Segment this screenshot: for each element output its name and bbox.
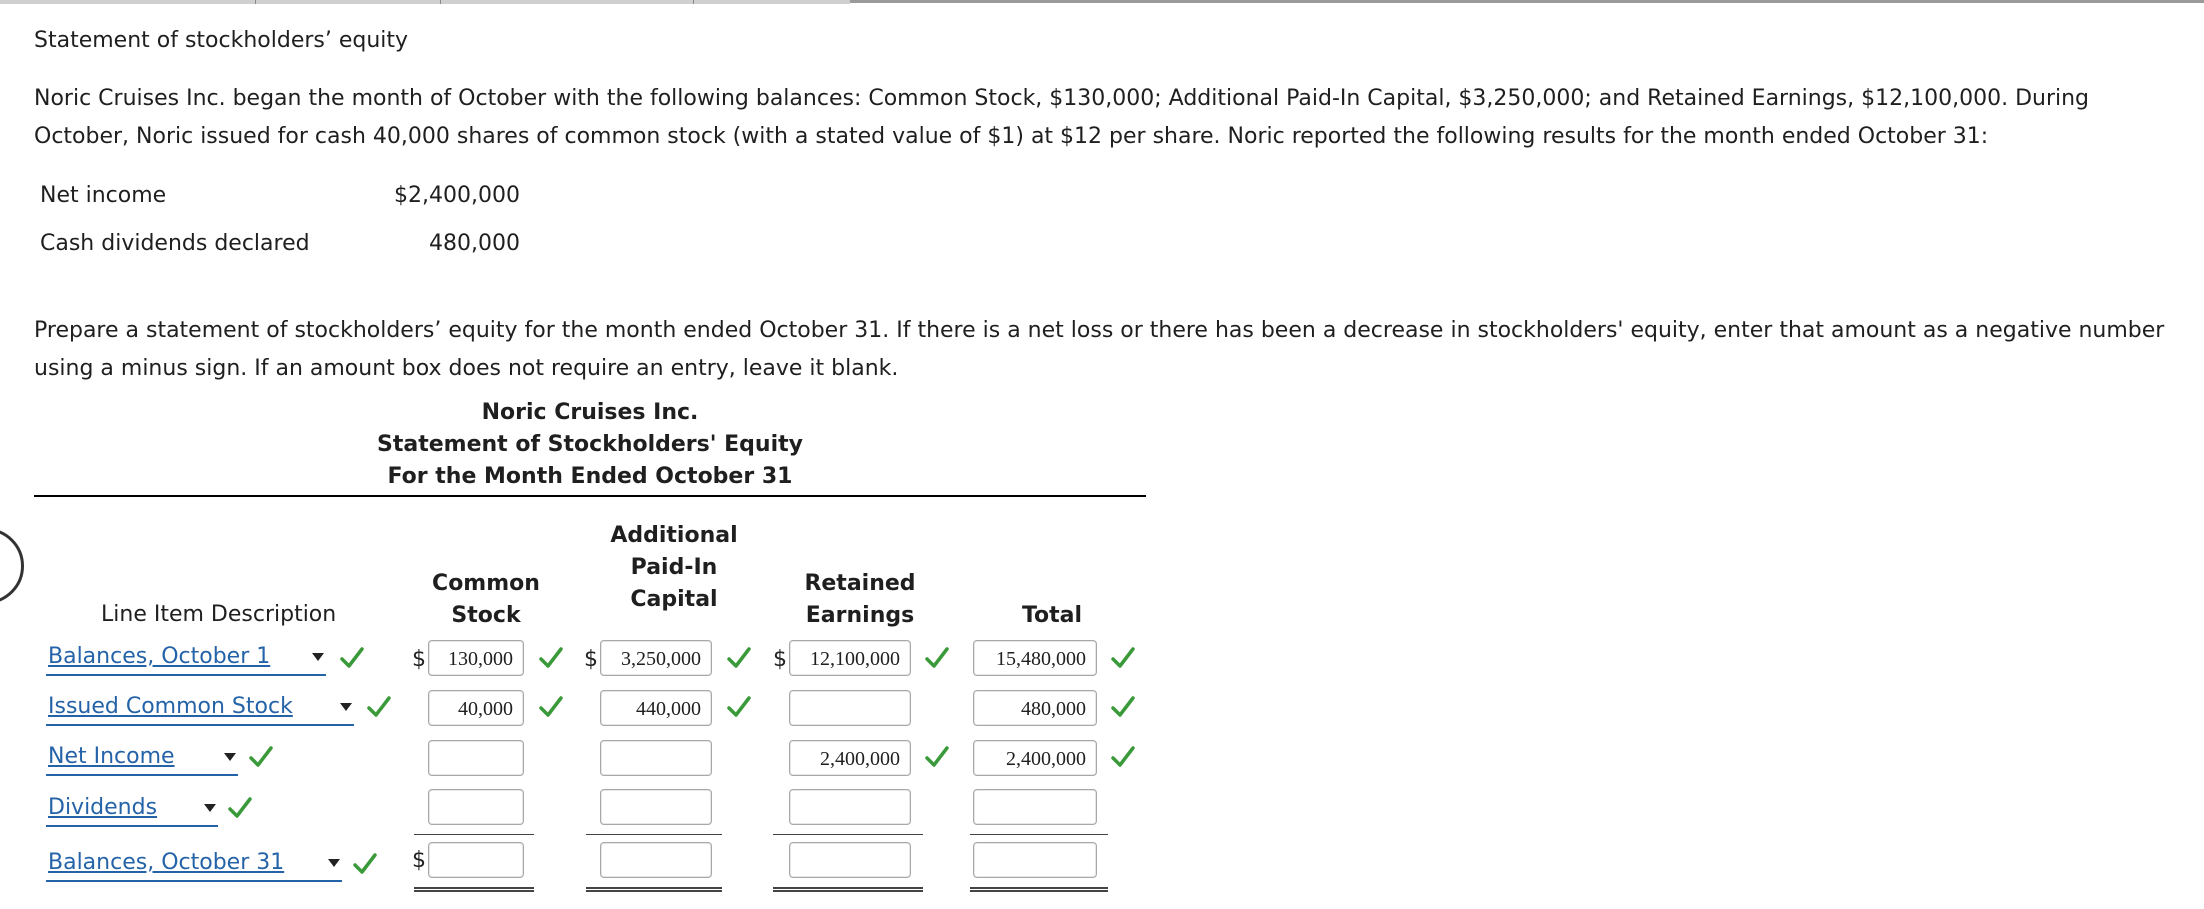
amount-input-retained[interactable] xyxy=(789,842,911,878)
statement-name: Statement of Stockholders' Equity xyxy=(377,432,803,457)
subtotal-underline xyxy=(970,834,1108,835)
check-icon xyxy=(352,851,378,877)
tab-separator xyxy=(440,0,441,4)
dollar-sign: $ xyxy=(412,848,426,873)
given-row xyxy=(40,172,520,220)
dollar-sign: $ xyxy=(412,647,426,672)
col-header-line: Capital xyxy=(630,587,718,612)
amount-input-total[interactable]: 480,000 xyxy=(973,690,1097,726)
amount-input-retained[interactable]: 12,100,000 xyxy=(789,640,911,676)
dollar-sign: $ xyxy=(773,647,787,672)
instructions-text: Prepare a statement of stockholders’ equity for the month ended October 31. If there is a net loss or there has been a decrease in stockholders' equity, enter that amount as a negative number using a minus sign. If an amount box does not require an entry, leave it blank. xyxy=(34,318,2165,381)
col-header-line: Stock xyxy=(451,603,521,628)
statement-period: For the Month Ended October 31 xyxy=(387,464,793,489)
amount-input-retained[interactable] xyxy=(789,789,911,825)
amount-input-apic[interactable] xyxy=(600,842,712,878)
col-header-retained xyxy=(780,568,940,632)
line-item-selected: Net Income xyxy=(48,744,175,769)
check-icon xyxy=(924,744,950,770)
check-icon xyxy=(1110,645,1136,671)
check-icon xyxy=(924,645,950,671)
line-item-select[interactable] xyxy=(46,692,354,726)
line-item-select[interactable] xyxy=(46,642,326,676)
line-item-selected: Issued Common Stock xyxy=(48,694,293,719)
page-title: Statement of stockholders’ equity xyxy=(34,28,409,53)
col-header-apic xyxy=(584,520,764,616)
col-header-total: Total xyxy=(1021,603,1083,628)
amount-input-common-stock[interactable] xyxy=(428,789,524,825)
amount-input-common-stock[interactable]: 40,000 xyxy=(428,690,524,726)
subtotal-underline xyxy=(586,834,722,835)
line-item-select[interactable] xyxy=(46,848,342,882)
nav-circle-button[interactable] xyxy=(0,528,24,604)
subtotal-underline xyxy=(414,834,534,835)
check-icon xyxy=(726,645,752,671)
amount-input-total[interactable]: 2,400,000 xyxy=(973,740,1097,776)
amount-input-apic[interactable] xyxy=(600,740,712,776)
chevron-down-icon xyxy=(204,804,216,812)
check-icon xyxy=(538,645,564,671)
line-item-selected: Dividends xyxy=(48,795,158,820)
given-value: 480,000 xyxy=(429,231,520,256)
dollar-sign: $ xyxy=(584,647,598,672)
given-label: Cash dividends declared xyxy=(40,231,310,256)
amount-input-total[interactable] xyxy=(973,789,1097,825)
check-icon xyxy=(227,795,253,821)
col-header-common-stock xyxy=(406,568,566,632)
check-icon xyxy=(1110,744,1136,770)
col-header-line-item: Line Item Description xyxy=(101,602,337,627)
chevron-down-icon xyxy=(340,703,352,711)
given-row xyxy=(40,220,520,268)
line-item-selected: Balances, October 31 xyxy=(48,850,285,875)
chevron-down-icon xyxy=(224,753,236,761)
check-icon xyxy=(726,694,752,720)
amount-input-apic[interactable]: 3,250,000 xyxy=(600,640,712,676)
total-double-underline xyxy=(586,887,722,892)
check-icon xyxy=(339,645,365,671)
tab-separator xyxy=(693,0,694,4)
given-label: Net income xyxy=(40,183,167,208)
amount-input-apic[interactable]: 440,000 xyxy=(600,690,712,726)
given-value: $2,400,000 xyxy=(394,183,520,208)
amount-input-common-stock[interactable] xyxy=(428,740,524,776)
total-double-underline xyxy=(773,887,923,892)
col-header-line: Paid-In xyxy=(630,555,718,580)
check-icon xyxy=(1110,694,1136,720)
amount-input-common-stock[interactable]: 130,000 xyxy=(428,640,524,676)
statement-company: Noric Cruises Inc. xyxy=(481,400,699,425)
amount-input-retained[interactable] xyxy=(789,690,911,726)
line-item-selected: Balances, October 1 xyxy=(48,644,271,669)
tab-separator xyxy=(255,0,256,4)
tab-strip xyxy=(0,0,850,4)
check-icon xyxy=(366,694,392,720)
given-data-table xyxy=(40,172,520,268)
total-double-underline xyxy=(414,887,534,892)
amount-input-total[interactable]: 15,480,000 xyxy=(973,640,1097,676)
col-header-line: Retained xyxy=(804,571,916,596)
line-item-select[interactable] xyxy=(46,742,238,776)
intro-text: Noric Cruises Inc. began the month of October with the following balances: Common Stock, $130,000; Additional Paid-In Capital, $3,250,000; and Retained Earnings, $12,100,000. During October, Noric issued for cash 40,000 shares of common stock (with a stated value of $1) at $12 per share. Noric reported the following results for the month ended October 31: xyxy=(34,86,2090,149)
subtotal-underline xyxy=(773,834,923,835)
amount-input-retained[interactable]: 2,400,000 xyxy=(789,740,911,776)
col-header-line: Common xyxy=(432,571,540,596)
amount-input-apic[interactable] xyxy=(600,789,712,825)
check-icon xyxy=(248,744,274,770)
total-double-underline xyxy=(970,887,1108,892)
amount-input-total[interactable] xyxy=(973,842,1097,878)
header-rule xyxy=(34,495,1146,497)
col-header-line: Additional xyxy=(610,523,738,548)
line-item-select[interactable] xyxy=(46,793,218,827)
check-icon xyxy=(538,694,564,720)
chevron-down-icon xyxy=(328,859,340,867)
chevron-down-icon xyxy=(312,653,324,661)
col-header-line: Earnings xyxy=(805,603,915,628)
amount-input-common-stock[interactable] xyxy=(428,842,524,878)
